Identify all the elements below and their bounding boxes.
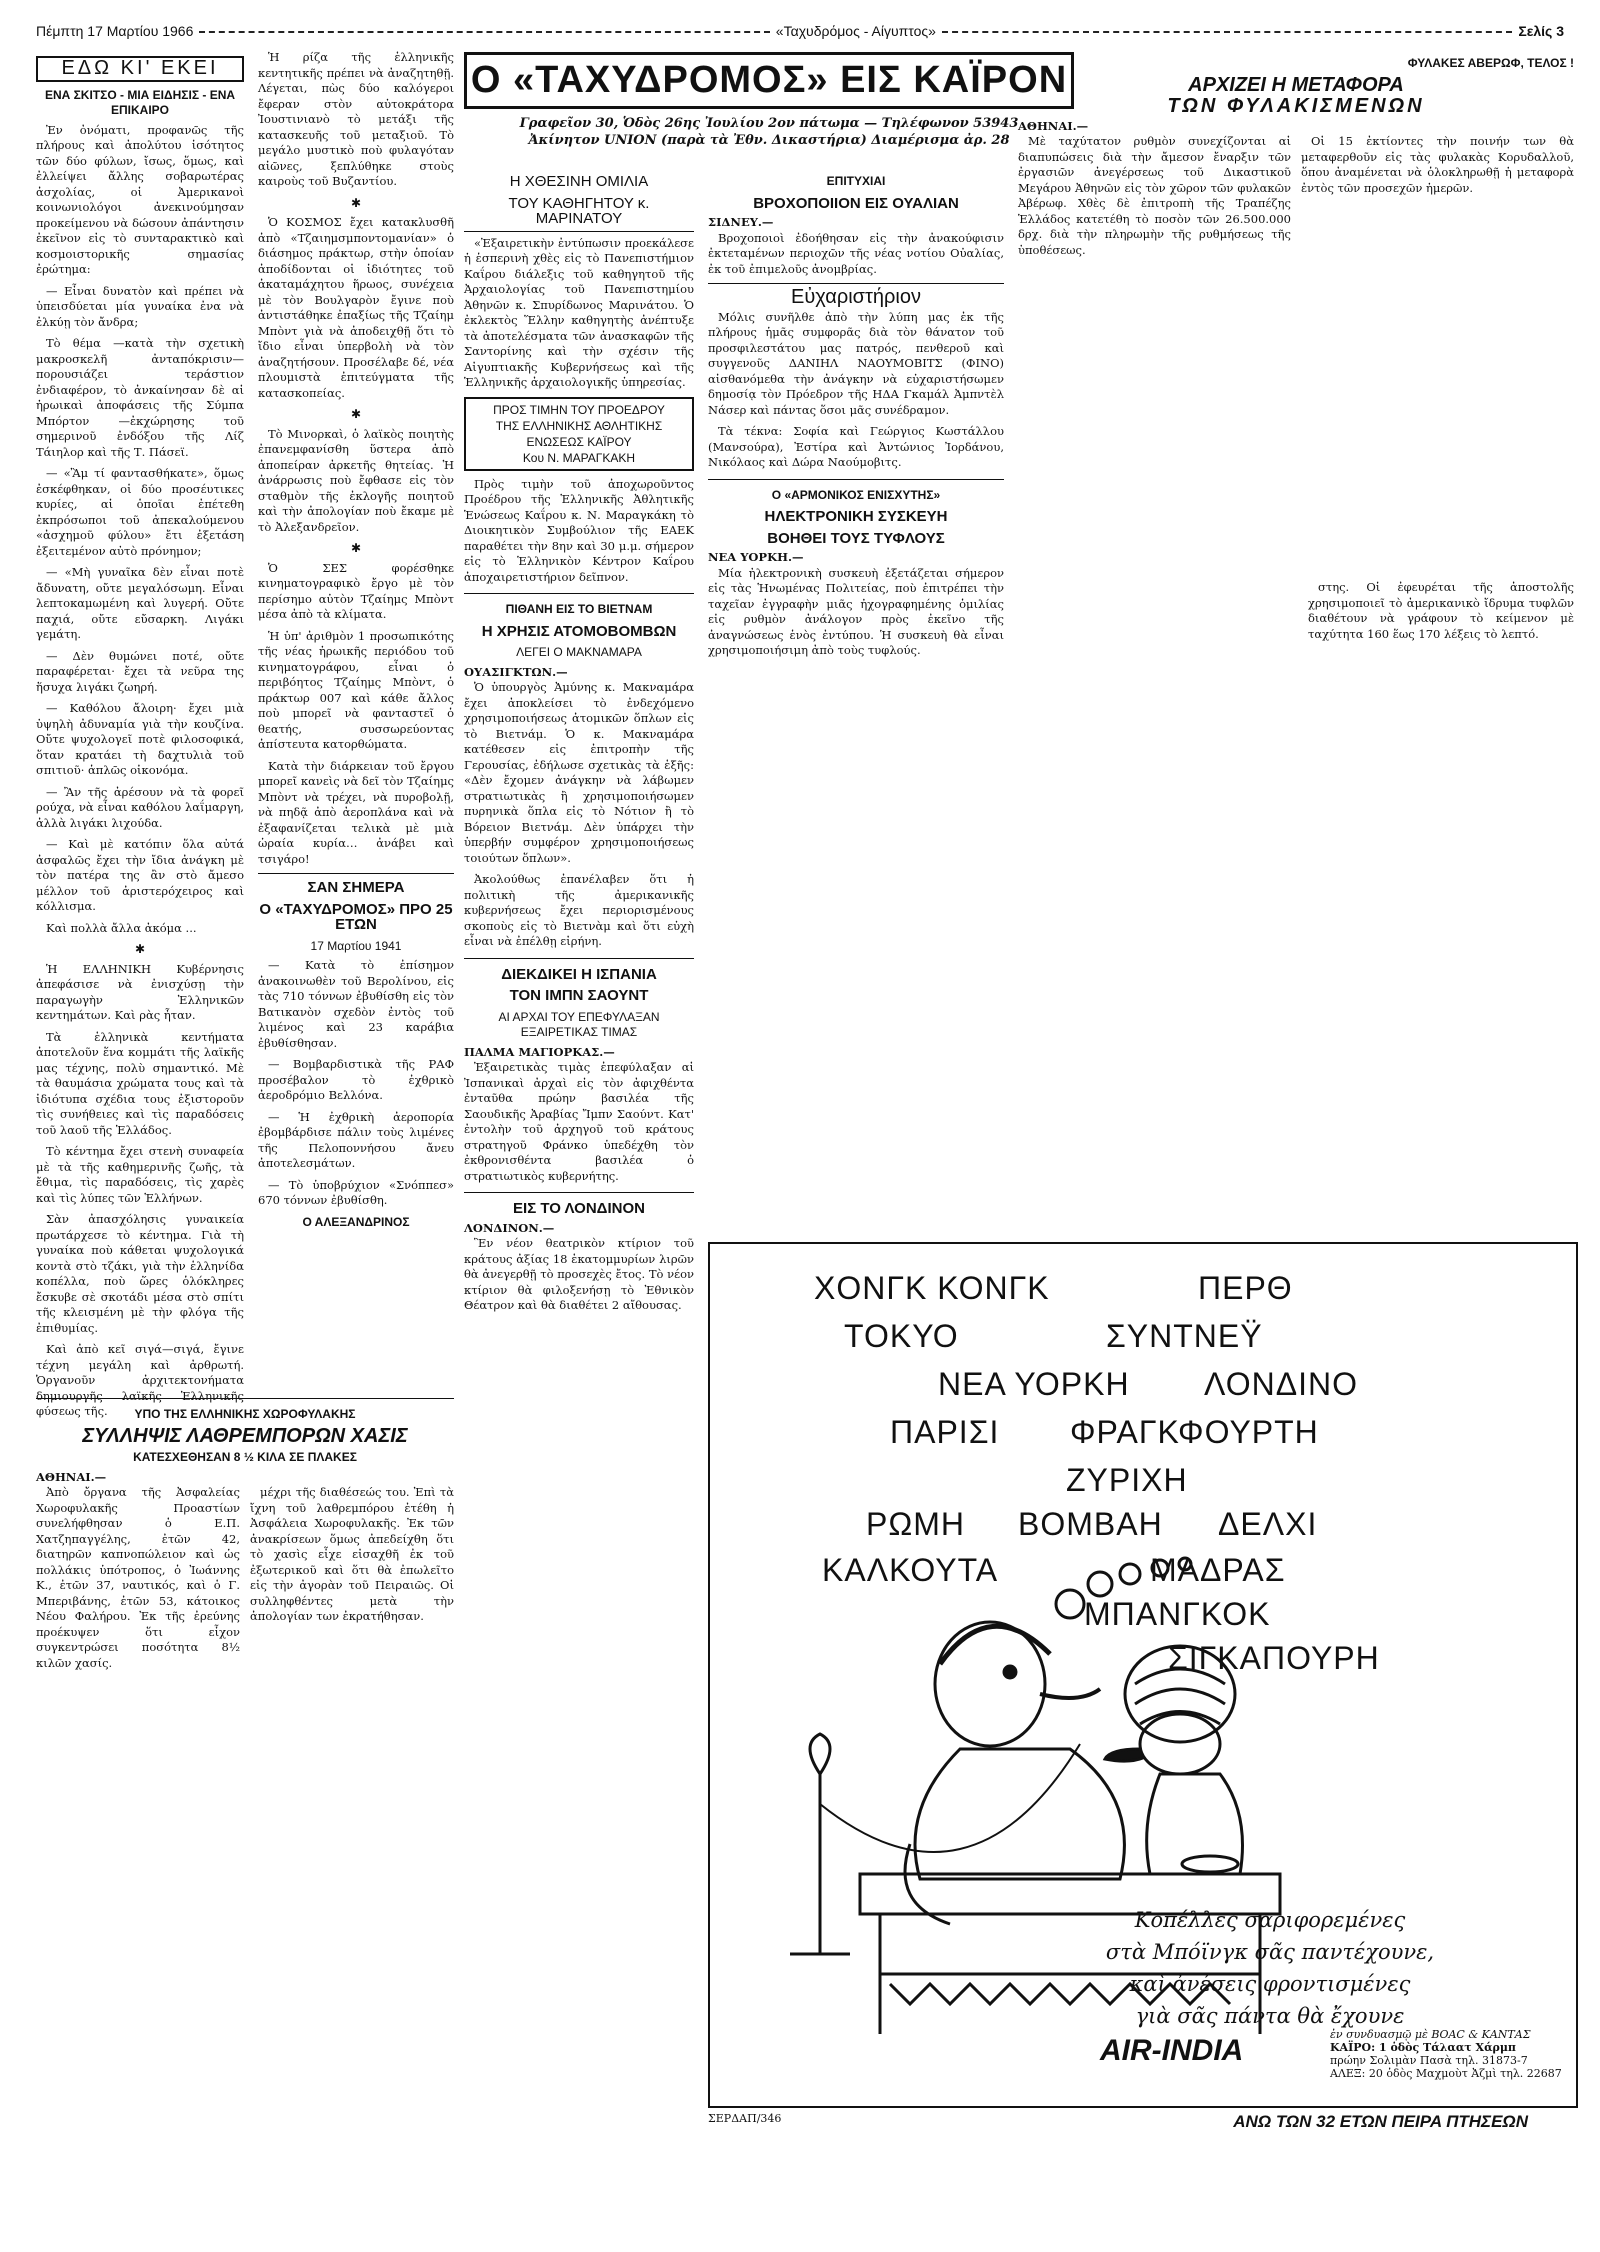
ad-footer xyxy=(708,2112,1574,2131)
honor-line: ΕΝΩΣΕΩΣ ΚΑΪΡΟΥ xyxy=(526,434,632,449)
ad-verse xyxy=(1010,1904,1530,2032)
story-dateline: ΣΙΔΝΕΥ.— xyxy=(708,215,774,229)
story-headline: ΕΙΣ ΤΟ ΛΟΝΔΙΝΟΝ xyxy=(513,1200,645,1217)
story-headline: ΤΟΝ ΙΜΠΝ ΣΑΟΥΝΤ xyxy=(509,987,649,1004)
divider xyxy=(708,479,1004,480)
article-paragraph: Βροχοποιοὶ ἐδοήθησαν εἰς τὴν ἀνακούφισιν ἐκτεταμένων περιοχῶν τῆς νέας νοτίου Οὐαλίας, ἐκ τοῦ ἐπιμελοῦς ἀνομβρίας. xyxy=(708,230,1004,276)
city-name: ΔΕΛΧΙ xyxy=(1218,1506,1318,1542)
column-2 xyxy=(258,50,454,1230)
gendarmerie-story xyxy=(36,1390,454,1677)
verse-line: στὰ Μπόϊνγκ σᾶς παντέχουνε, xyxy=(1105,1940,1435,1964)
city-name: ΠΑΡΙΣΙ xyxy=(890,1414,1000,1450)
article-paragraph: — «Ἂμ τί φαντασθήκατε», ὅμως ἐσκέφθηκαν, οἱ δύο προσέυτικες κυρίες, αἱ ὁποῖαι ἐπέτεθη ἐκπρόσωποι τοῦ ἀπεκαλούμενου «ἀσχημοῦ φύλου» ἔτι ἐξετάση ἐξειτεμένον αὐτὸ πρόνημον; xyxy=(36,466,244,558)
anniversary-date: 17 Μαρτίου 1941 xyxy=(310,938,402,953)
story-headline: Η ΧΡΗΣΙΣ ΑΤΟΜΟΒΟΜΒΩΝ xyxy=(481,622,677,640)
article-paragraph: στης. Οἱ ἐφευρέται τῆς ἀποστολῆς χρησιμοποιεῖ τὸ ἀμερικανικὸ ἴδρυμα τυφλῶν διαθέτουν νὰ γράφουν τὸ κείμενον μὲ ταχύτητα 160 ἕως 170 λέξεις τὸ λεπτό. xyxy=(1308,580,1574,641)
city-name: ΚΑΛΚΟΥΤΑ xyxy=(822,1552,999,1588)
story-headline: ΔΙΕΚΔΙΚΕΙ Η ΙΣΠΑΝΙΑ xyxy=(501,965,657,983)
honor-line: Κου Ν. ΜΑΡΑΓΚΑΚΗ xyxy=(522,450,636,465)
honor-line: ΤΗΣ ΕΛΛΗΝΙΚΗΣ ΑΘΛΗΤΙΚΗΣ xyxy=(495,418,663,433)
divider xyxy=(464,1192,694,1193)
story-dateline: ΑΘΗΝΑΙ.— xyxy=(36,1469,107,1484)
verse-line: γιὰ σᾶς πάντα θὰ ἔχουνε xyxy=(1135,2004,1405,2028)
agent-info xyxy=(1330,2028,1562,2080)
story-columns xyxy=(36,1485,454,1677)
address-line: Γραφεῖον 30, Ὁδὸς 26ης Ἰουλίου 2ον πάτωμα — Τηλέφωνον 53943 xyxy=(519,116,1019,131)
masthead-title: Ο «ΤΑΧΥΔΡΟΜΟΣ» ΕΙΣ ΚΑΪΡΟΝ xyxy=(464,52,1074,109)
anniversary-title: Ο «ΤΑΧΥΔΡΟΜΟΣ» ΠΡΟ 25 ΕΤΩΝ xyxy=(259,900,453,933)
experience-slogan: ΑΝΩ ΤΩΝ 32 ΕΤΩΝ ΠΕΙΡΑ ΠΤΗΣΕΩΝ xyxy=(1233,2112,1528,2131)
article-paragraph: Ἡ ρίζα τῆς ἑλληνικῆς κεντητικῆς πρέπει νὰ ἀναζητηθῇ. Λέγεται, πὼς δύο καλόγεροι ἔφεραν στὸν αὐτοκράτορα Ἰουστινιανὸ τὸ μετάξι τῆς κατασκευῆς τοῦ μεταξιοῦ. Τὸ μεγάλο μυστικὸ ποὺ φυλαγόταν αἰῶνες, ξεπλύθηκε στοὺς καιροὺς τοῦ Βυζαντίου. xyxy=(258,50,454,188)
ad-code: ΣΕΡΔΑΠ/346 xyxy=(708,2112,782,2125)
electronic-continued xyxy=(1018,580,1574,642)
city-name: ΝΕΑ ΥΟΡΚΗ xyxy=(938,1366,1130,1402)
masthead xyxy=(464,52,1074,149)
city-name: ΧΟΝΓΚ ΚΟΝΓΚ xyxy=(814,1270,1050,1306)
article-paragraph: Τὰ ἑλληνικὰ κεντήματα ἀποτελοῦν ἕνα κομμάτι τῆς λαϊκῆς μας τέχνης, πολὺ σημαντικό. Μὲ τὰ θαυμάσια χρώματα τους καὶ τὰ ἰδιότυπα σχέδια τους ἐξιστοροῦν τὶς συνήθειες καὶ τὶς παραδόσεις τοῦ λαοῦ τῆς Ἑλλάδος. xyxy=(36,1029,244,1137)
agent-line: πρώην Σολιμὰν Πασὰ τηλ. 31873-7 xyxy=(1330,2054,1528,2067)
agent-line: ΚΑΪΡΟ: 1 ὁδὸς Τάλαατ Χάρμπ xyxy=(1330,2041,1516,2054)
story-subheadline: ΚΑΤΕΣΧΕΘΗΣΑΝ 8 ½ ΚΙΛΑ ΣΕ ΠΛΑΚΕΣ xyxy=(133,1450,357,1464)
divider xyxy=(708,283,1004,284)
story-subheadline: ΛΕΓΕΙ Ο ΜΑΚΝΑΜΑΡΑ xyxy=(516,645,642,659)
article-paragraph: Τὸ κέντημα ἔχει στενὴ συναφεία μὲ τὰ τῆς καθημερινῆς ζωῆς, τὰ ἔθιμα, τὶς παραδόσεις, τὶς χαρὲς καὶ τὶς λύπες τῶν Ἑλλήνων. xyxy=(36,1144,244,1205)
star-separator: ✱ xyxy=(350,195,362,210)
story-kicker: ΦΥΛΑΚΕΣ ΑΒΕΡΩΦ, ΤΕΛΟΣ ! xyxy=(1407,56,1574,70)
anniversary-item: — Ἡ ἐχθρικὴ ἀεροπορία ἐβομβάρδισε πάλιν τοὺς λιμένες τῆς Πελοποννήσου ἄνευ ἀποτελεσμάτων. xyxy=(258,1109,454,1170)
anniversary-kicker: ΣΑΝ ΣΗΜΕΡΑ xyxy=(307,879,405,896)
anniversary-item: — Κατὰ τὸ ἐπίσημον ἀνακοινωθὲν τοῦ Βερολίνου, εἰς τὰς 710 τόννων ἐβυθίσθη εἰς τὸν Βατικανὸν σχεδὸν ἐντὸς τοῦ λιμένος καὶ 23 καράβια ἐβυθίσθησαν. xyxy=(258,958,454,1050)
article-paragraph: Ὁ ὑπουργὸς Ἀμύνης κ. Μακναμάρα ἔχει ἀποκλείσει τὸ ἐνδεχόμενο χρησιμοποιήσεως ἀτομικῶν ὅπλων εἰς τὸ Βιετνάμ. Ὁ κ. Μακναμάρα κατέθεσεν εἰς ἐπιτροπὴν τῆς Γερουσίας, ἐδήλωσε σχετικὰς τὰ ἑξῆς: «Δὲν ἔχομεν ἀνάγκην νὰ λάβωμεν στρατιωτικὰς ἢ χρησιμοποιήσωμεν πυρηνικὰ ὅπλα εἰς τὸ Νότιον ἢ τὸ Βόρειον Βιετνάμ. Δὲν ὑπάρχει τὴν ὑπερβήν συμφέρον χρησιμοποιήσεως τοιούτων ὅπλων». xyxy=(464,680,694,865)
article-paragraph: — Καὶ μὲ κατόπιν ὅλα αὐτά ἀσφαλῶς ἔχει τὴν ἴδια ἀνάγκη μὲ τὸν πατέρα της ἂν στὸ ἄμεσο μέλλον τοῦ ἀριστερόχειρος καὶ κόλλισμα. xyxy=(36,837,244,913)
story-headline: ΗΛΕΚΤΡΟΝΙΚΗ ΣΥΣΚΕΥΗ xyxy=(764,508,948,525)
article-paragraph: — Δὲν θυμώνει ποτέ, οὔτε παραφέρεται· ἔχει τὰ νεῦρα της ἥσυχα λιγάκι ζωηρή. xyxy=(36,648,244,694)
anniversary-item: — Βομβαρδιστικὰ τῆς ΡΑΦ προσέβαλον τὸ ἐχθρικὸ ἀεροδρόμιο Βελλόνα. xyxy=(258,1057,454,1102)
man-head xyxy=(935,1622,1045,1746)
article-paragraph: Ἡ ΕΛΛΗΝΙΚΗ Κυβέρνησις ἀπεφάσισε νὰ ἐνισχύσῃ τὴν παραγωγὴν Ἑλληνικῶν κεντημάτων. Καὶ ρὰς ἦταν. xyxy=(36,961,244,1022)
story-headline: ΣΥΛΛΗΨΙΣ ΛΑΘΡΕΜΠΟΡΩΝ ΧΑΣΙΣ xyxy=(82,1424,408,1447)
honor-box xyxy=(464,397,694,471)
article-paragraph: — Καθόλου ἄλοιρη· ἔχει μιὰ ὑψηλὴ ἀδυναμία γιὰ τὴν κουζίνα. Οὔτε ψυχολογεῖ ποτὲ φιλοσοφικά, ὅταν κρατάει τὴ δαχτυλιὰ τοῦ σπιτιοῦ· ἁπλῶς οἰκονόμα. xyxy=(36,701,244,777)
article-paragraph: Ἐξαιρετικὰς τιμὰς ἐπεφύλαξαν αἱ Ἰσπανικαὶ ἀρχαὶ εἰς τὸν ἀφιχθέντα ἐνταῦθα πρώην βασιλέα τῆς Σαουδικῆς Ἀραβίας Ἴμπν Σαούντ. Κατ' ἐντολὴν τοῦ ἀρχηγοῦ τοῦ κράτους στρατηγοῦ Φράνκο ὑπεδέχθη τὸν ἐκθρονισθέντα βασιλέα ὁ στρατιωτικὸς κυβερνήτης. xyxy=(464,1060,694,1183)
article-paragraph: Ἀκολούθως ἐπανέλαβεν ὅτι ἡ πολιτικὴ τῆς ἀμερικανικῆς κυβερνήσεως ἔχει περιορισμένους σκοποὺς εἰς τὸ Βιετνὰμ καὶ ὅτι εὐχὴ εἶναι νὰ ἐπέλθῃ εἰρήνη. xyxy=(464,872,694,948)
divider xyxy=(464,958,694,959)
verse-line: καὶ ἀνέσεις φροντισμένες xyxy=(1129,1972,1411,1996)
lecture-headline: Η ΧΘΕΣΙΝΗ ΟΜΙΛΙΑ xyxy=(509,173,649,190)
city-name: ΒΟΜΒΑΗ xyxy=(1018,1506,1163,1542)
article-paragraph: «Ἐξαιρετικὴν ἐντύπωσιν προεκάλεσε ἡ ἑσπερινὴ χθὲς εἰς τὸ Πανεπιστήμιον Καΐρου διάλεξις τοῦ καθηγητοῦ τῆς Ἀρχαιολογίας τοῦ Πανεπιστημίου Ἀθηνῶν κ. Σπυρίδωνος Μαρινάτου. Ὁ ἐκλεκτὸς Ἕλλην καθηγητὴς ἀνέπτυξε τὰ ἀποτελέσματα τῶν ἀνασκαφῶν τῆς Σαντορίνης καὶ τὴν σχέσιν τῆς Αἰγυπτιακῆς Κυβερνήσεως καὶ τῆς Ἑλληνικῆς ἀρχαιολογικῆς ὑπηρεσίας. xyxy=(464,235,694,389)
section-title: ΕΔΩ ΚΙ' ΕΚΕΙ xyxy=(61,57,219,79)
story-kicker: ΥΠΟ ΤΗΣ ΕΛΛΗΝΙΚΗΣ ΧΩΡΟΦΥΛΑΚΗΣ xyxy=(134,1407,356,1421)
article-paragraph: Μία ἠλεκτρονικὴ συσκευὴ ἐξετάζεται σήμερον εἰς τὰς Ἡνωμένας Πολιτείας, ποὺ ἐπιτρέπει τὴν ταχεῖαν ἐγγραφὴν μιᾶς ἠχογραφημένης ὁμιλίας εἰς ρυθμὸν ἀνάλογον πρὸς ἐκεῖνο τῆς ἀναγνώσεως ἑνὸς ἐντύπου. Ἡ συσκευὴ θὰ εἶναι χρησιμοποιήσιμη ἀπὸ τοὺς τυφλούς. xyxy=(708,565,1004,657)
column-3 xyxy=(464,168,694,1320)
story-kicker: ΕΠΙΤΥΧΙΑΙ xyxy=(826,174,886,188)
city-name: ΦΡΑΓΚΦΟΥΡΤΗ xyxy=(1070,1414,1319,1450)
anniversary-item: — Τὸ ὑποβρύχιον «Σνόππεσ» 670 τόννων ἐβυθίσθη. xyxy=(258,1177,454,1207)
article-paragraph: Ὁ ΣΕΣ φορέσθηκε κινηματογραφικὸ ἔργο μὲ τὸν περίσημο αὐτὸν Τζαίημς Μπὸντ μέσα ἀπὸ τὰ κλίματα. xyxy=(258,560,454,621)
divider xyxy=(258,873,454,874)
star-separator: ✱ xyxy=(350,407,362,421)
boy-face xyxy=(1140,1714,1220,1774)
article-paragraph: Καὶ ἀπὸ κεῖ σιγά—σιγά, ἔγινε τέχνη μεγάλη καὶ ἀρθρωτή. Ὁργανοῦν ἀρχιτεκτονήματα δημιουργῆς λαϊκῆς Ἑλληνικῆς φύσεως τῆς. xyxy=(36,1342,244,1418)
city-name: ΡΩΜΗ xyxy=(866,1506,966,1542)
anniversary-signature: Ο ΑΛΕΞΑΝΔΡΙΝΟΣ xyxy=(302,1214,410,1229)
city-name: ΣΙΓΚΑΠΟΥΡΗ xyxy=(1168,1640,1380,1676)
divider xyxy=(36,1398,454,1399)
article-paragraph: — «Μὴ γυναῖκα δὲν εἶναι ποτὲ ἄδυνατη, οὔτε μεγαλόσωμη. Εἶναι λεπτοκαμωμένη καὶ λυγερή. Οὔτε παχιά, οὔτε εὔσαρκη. Λιγάκι γεμάτη. xyxy=(36,565,244,641)
section-subtitle: ΕΝΑ ΣΚΙΤΣΟ - ΜΙΑ ΕΙΔΗΣΙΣ - ΕΝΑ ΕΠΙΚΑΙΡΟ xyxy=(44,87,236,117)
story-subheadline: ΑΙ ΑΡΧΑΙ ΤΟΥ ΕΠΕΦΥΛΑΞΑΝ ΕΞΑΙΡΕΤΙΚΑΣ ΤΙΜΑΣ xyxy=(498,1009,660,1039)
story-kicker: Ο «ΑΡΜΟΝΙΚΟΣ ΕΝΙΣΧΥΤΗΣ» xyxy=(771,487,941,502)
edo-ki-ekei-header xyxy=(36,56,244,82)
verse-line: Κοπέλλες σαριφορεμένες xyxy=(1134,1908,1406,1932)
article-paragraph: Μόλις συνῆλθε ἀπὸ τὴν λύπη μας ἐκ τῆς πλήρους ἡμᾶς συμφορᾶς διὰ τὸν θάνατον τοῦ προσφιλεστάτου μας πατρός, πενθεροῦ καὶ συγγενοῦς ΔΑΝΙΗΛ ΝΑΟΥΜΟΒΙΤΣ (ΦΙΝΟ) αἰσθανόμεθα τὴν ἀνάγκην νὰ εὐχαριστήσωμεν δημοσίᾳ τὸν Πρόεδρον τῆς ΗΔΑ Γκαμάλ Ἀμπντὲλ Νάσερ καὶ πάντας ὅσοι μᾶς συνέδραμον. xyxy=(708,309,1004,417)
thanks-heading: Εὐχαριστήριον xyxy=(791,286,921,308)
masthead-address xyxy=(464,115,1074,149)
lecture-headline: ΤΟΥ ΚΑΘΗΓΗΤΟΥ κ. ΜΑΡΙΝΑΤΟΥ xyxy=(464,196,694,232)
agent-line: ΑΛΕΞ: 20 ὁδὸς Μαχμοὺτ Ἀζμὶ τηλ. 22687 xyxy=(1330,2067,1562,2080)
story-dateline: ΝΕΑ ΥΟΡΚΗ.— xyxy=(708,550,804,564)
story-headline: ΒΡΟΧΟΠΟΙΙΟΝ ΕΙΣ ΟΥΑΛΙΑΝ xyxy=(753,194,959,212)
article-paragraph: Κατὰ τὴν διάρκειαν τοῦ ἔργου μπορεῖ κανεὶς νὰ δεῖ τὸν Τζαίημς Μπὸντ νὰ τρέχει, νὰ πυροβολῇ, νὰ πηδᾷ ἀπὸ ἀεροπλάνα καὶ νὰ ἐξαφανίζεται τελικὰ μὲ μιὰ ὡραία κυρία… ἀνάβει καὶ τσιγάρο! xyxy=(258,758,454,866)
city-name: ΠΕΡΘ xyxy=(1198,1270,1293,1306)
address-line: Ἀκίνητον UNION (παρὰ τὰ Ἐθν. Δικαστήρια) Διαμέρισμα ἀρ. 28 xyxy=(528,133,1010,148)
article-paragraph: Πρὸς τιμὴν τοῦ ἀποχωροῦντος Προέδρου τῆς Ἑλληνικῆς Ἀθλητικῆς Ἑνώσεως Καΐρου κ. Ν. Μαραγκάκη τὸ Διοικητικὸν Συμβούλιον τῆς ΕΑΕΚ παραθέτει τὴν 8ην καὶ 30 μ.μ. σήμερον εἰς τὸ Ἑλληνικὸν Κέντρον Καΐρου ἀποχαιρετιστήριον δεῖπνον. xyxy=(464,476,694,584)
story-dateline: ΠΑΛΜΑ ΜΑΓΙΟΡΚΑΣ.— xyxy=(464,1044,615,1059)
story-headline: ΒΟΗΘΕΙ ΤΟΥΣ ΤΥΦΛΟΥΣ xyxy=(767,529,945,547)
article-paragraph: Σὰν ἀπασχόλησις γυναικεία πρωτάρχεσε τὸ κέντημα. Γιὰ τὴ γυναίκα ποὺ κάθεται ψυχολογικά κοντὰ στὸ τζάκι, γιὰ τὴν ἑλληνίδα κοπέλλα, ποὺ ὥρες ὁλόκληρες ἔσκυβε σὲ σκοτάδι μέσα στὸ σπίτι τῆς κλεισμένη μὲ τὴν φλόγα τῆς ἐπιθυμίας. xyxy=(36,1212,244,1335)
dashed-rule xyxy=(942,30,1512,33)
issue-date: Πέμπτη 17 Μαρτίου 1966 xyxy=(36,23,194,39)
story-columns xyxy=(1018,134,1574,264)
article-paragraph: Ὁ ΚΟΣΜΟΣ ἔχει κατακλυσθῆ ἀπὸ «Τζαιημσμποντομανίαν» ὁ διάσημος πράκτωρ, στὴν ὁποίαν ἀποδίδονται οἱ ἰδιότητες τοῦ ἀκαταμάχητου ἥρωος, συνέχεια μὲ τὸν Βουλγαρὸν ἔγινε ποὺ ἀντιστάθηκε ἐπαξίως τῆς Τζαίημ Μπὸντ γιὰ νὰ ἀποδειχθῇ ὅτι τὸ ἴδιο εἶναι ὑπερβολὴ νὰ τὸν ἀναζητήσουν. Προσέλαβε δέ, νέα πλουμιστὰ ἐπιτεύγματα τῆς κατασκοπείας. xyxy=(258,215,454,400)
article-paragraph: μέχρι τῆς διαθέσεώς του. Ἐπὶ τὰ ἴχνη τοῦ λαθρεμπόρου ἐτέθη ἡ Ἀσφάλεια Χωροφυλακῆς. Ἐκ τῶν ἀνακρίσεων ὅμως ἀπεδείχθη ὅτι τὸ χασὶς εἶχε εἰσαχθῆ ἐκ τοῦ ἐξωτερικοῦ καὶ ὅτι θὰ ἐπωλεῖτο εἰς τὴν ἀγορὰν τοῦ Πειραιῶς. Οἱ συλληφθέντες μετὰ τὴν ἀπολογίαν των ἐκρατήθησαν. xyxy=(250,1485,454,1623)
article-paragraph: — Εἶναι δυνατὸν καὶ πρέπει νὰ ὑπεισδύεται μία γυναίκα ἐνα νὰ ἐλκύῃ τὸν ἄνδρα; xyxy=(36,283,244,329)
article-paragraph: Τὰ τέκνα: Σοφία καὶ Γεώργιος Κωστάλλου (Μανσούρα), Ἐστίρα καὶ Ἀντώνιος Ἰορδάνου, Νικόλαος καὶ Δώρα Ναούμοβιτς. xyxy=(708,424,1004,469)
article-paragraph: Μὲ ταχύτατον ρυθμὸν συνεχίζονται αἱ διαπυπώσεις διὰ τὴν ἄμεσον ἔναρξιν τῶν ἐργασιῶν ἀνεγέρσεως τοῦ Δικαστικοῦ Μεγάρου Ἀθηνῶν εἰς τὸν χῶρον τῶν φυλακῶν Ἀβέρωφ. Χθὲς δὲ ἐπιτροπὴ τῆς Τραπέζης Ἑλλάδος κατετέθη τὸ ποσὸν τῶν 26.500.000 δρχ. διὰ τὴν πληρωμὴν τῆς ρυθμήσεως τῆς ὑποθέσεως. xyxy=(1018,134,1291,257)
story-headline: ΑΡΧΙΖΕΙ Η ΜΕΤΑΦΟΡΑ xyxy=(1188,73,1404,96)
running-head xyxy=(36,18,1564,44)
article-paragraph: Τὸ θέμα —κατὰ τὴν σχετικὴ μακροσκελῆ ἀνταπόκρισιν— πορουσιάζει τεράστιον ἐνδιαφέρον, τὸ ἀνκαίνησαν δὲ αἱ ἡρωικαὶ ἀποφάσεις τῆς Σύμπα Μπόρτον —ἐκχώρησης τοῦ σημερινοῦ ἐνδόξου τῆς Λίζ Τάιηλορ καὶ τῆς Τ. Πάσεϊ. xyxy=(36,336,244,459)
story-kicker: ΠΙΘΑΝΗ ΕΙΣ ΤΟ ΒΙΕΤΝΑΜ xyxy=(505,602,653,616)
divider xyxy=(464,593,694,594)
star-separator: ✱ xyxy=(350,541,362,555)
column-4 xyxy=(708,168,1004,665)
story-headline: ΤΩΝ ΦΥΛΑΚΙΣΜΕΝΩΝ xyxy=(1167,95,1425,117)
article-paragraph: Ἓν νέον θεατρικὸν κτίριον τοῦ κράτους ἀξίας 18 ἑκατομμυρίων λιρῶν θὰ ἀνεγερθῇ τὸ προσεχὲς ἔτος. Τὸ νέον κτίριον θὰ φιλοξενήσῃ τὸ Ἐθνικὸν Θέατρον καὶ θὰ διαθέτει 2 αἴθουσας. xyxy=(464,1236,694,1312)
story-dateline: ΛΟΝΔΙΝΟΝ.— xyxy=(464,1220,555,1235)
page-number: Σελίς 3 xyxy=(1518,23,1565,39)
story-dateline: ΟΥΑΣΙΓΚΤΩΝ.— xyxy=(464,664,568,679)
city-name: ΜΑΔΡΑΣ xyxy=(1150,1552,1286,1588)
article-paragraph: Ἐν ὀνόματι, προφανῶς τῆς πλήρους καὶ ἀπολύτου ἰσότητος τῶν δύο φύλων, ἴσως, ὅμως, καὶ ἐλλείψει ἄλλης σοβαρωτέρας ἀσχολίας, οἱ Ἀμερικανοὶ κοινωνιολόγοι ἀνεκινούμησαν προκείμενου νὰ δώσουν ἀπάντησιν ἐκεῖνον εἰς τὸ συνταρακτικὸ καὶ κοσμοιστορικῆς σημασίας ἐρώτημα: xyxy=(36,122,244,276)
city-name: ΜΠΑΝΓΚΟΚ xyxy=(1084,1596,1271,1632)
agent-line: ἐν συνδυασμῷ μὲ ΒΟΑC & ΚΑΝΤΑΣ xyxy=(1330,2028,1531,2041)
city-name: ΛΟΝΔΙΝΟ xyxy=(1204,1366,1358,1402)
paper-name: «Ταχυδρόμος - Αίγυπτος» xyxy=(775,23,936,39)
air-india-logo: AIR-INDIA xyxy=(1100,2034,1244,2067)
city-name: ΤΟΚΥΟ xyxy=(844,1318,959,1354)
article-paragraph: Ἀπὸ ὄργανα τῆς Ἀσφαλείας Χωροφυλακῆς Προαστίων συνελήφθησαν ὁ Ε.Π. Χατζηπαγγέλης, ἐτῶν 42, διατηρῶν καπνοπώλειον καὶ ὡς πολλάκις ὑπότροπος, ὁ Ἰωάννης Κ., ἐτῶν 37, ναυτικός, καὶ ὁ Γ. Μπεριβάνης, ἐτῶν 53, κάτοικος Νέου Φαλήρου. Ἐκ τῆς ἐρεύνης προέκυψεν ὅτι εἶχον συγκεντρώσει ποσότητα 8½ κιλῶν χασίς. xyxy=(36,1485,240,1670)
article-paragraph: Οἱ 15 ἐκτίοντες τὴν ποινήν των θὰ μεταφερθοῦν εἰς τὰς φυλακὰς Κορυδαλλοῦ, ὅπου ἀναμένεται νὰ ὁλοκληρωθῇ ἡ μεταφορὰ ἐντὸς τῶν προσεχῶν ἡμερῶν. xyxy=(1301,134,1574,195)
story-dateline: ΑΘΗΝΑΙ.— xyxy=(1018,118,1089,133)
column-1 xyxy=(36,50,244,1426)
article-paragraph: Τὸ Μινορκαὶ, ὁ λαϊκὸς ποιητὴς ἐπανεμφανίσθη ὕστερα ἀπὸ ἀποπείραν ἀρκετῆς θητείας. Ἡ ἀνάρρωσις ποὺ ἔφθασε εἰς τὸν σταθμὸν τῆς ἐκλογῆς ποιητοῦ καὶ τὴν ἀπολογίαν ποὺ ἔκαμε μὲ τὸ Ἀλεξανδρεῖον. xyxy=(258,426,454,534)
honor-line: ΠΡΟΣ ΤΙΜΗΝ ΤΟΥ ΠΡΟΕΔΡΟΥ xyxy=(493,402,665,417)
city-name: ΖΥΡΙΧΗ xyxy=(1066,1462,1188,1498)
hookah xyxy=(790,1734,850,1954)
article-paragraph: Ἡ ὑπ' ἀριθμὸν 1 προσωπικότης τῆς νέας ἡρωικῆς περιόδου τοῦ κινηματογράφου, εἶναι ὁ περιβόητος Τζαίημς Μπὸντ, ὁ πράκτωρ 007 καὶ κάθε ἄλλος ποὺ μπορεῖ νὰ φανταστεῖ ὁ θεατής, συσσωρεύοντας ἀπίστευτα κατορθώματα. xyxy=(258,628,454,751)
column-5 xyxy=(1018,50,1574,648)
dashed-rule xyxy=(199,30,769,33)
article-paragraph: Καὶ πολλὰ ἄλλα ἀκόμα ... xyxy=(46,920,197,935)
air-india-advertisement xyxy=(708,1242,1578,2108)
star-separator: ✱ xyxy=(134,942,146,956)
article-paragraph: — Ἂν τῆς ἀρέσουν νὰ τὰ φορεῖ ρούχα, νὰ εἶναι καθόλου λαΐμαργη, ἀλλὰ λιγάκι λιχούδα. xyxy=(36,784,244,830)
city-name: ΣΥΝΤΝΕΫ xyxy=(1106,1318,1263,1354)
turban xyxy=(1125,1646,1235,1742)
